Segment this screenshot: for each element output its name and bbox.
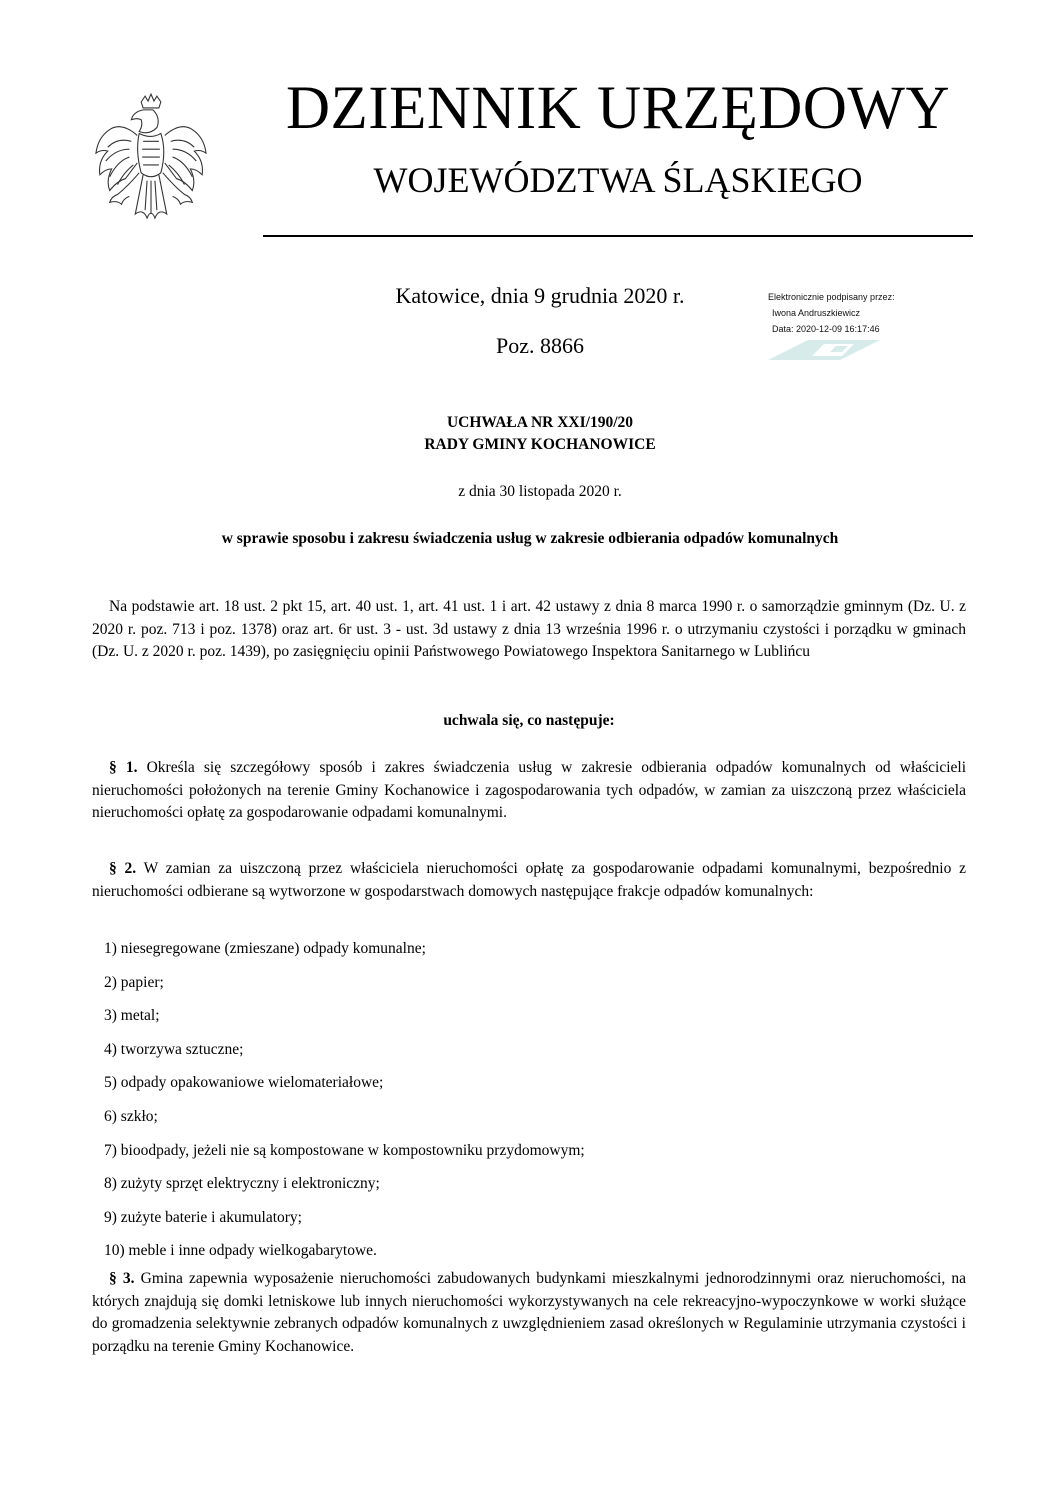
paragraph-text: Określa się szczegółowy sposób i zakres świadczenia usług w zakresie odbierania odpadów komunalnych od właścicieli nieruchomości położonych na terenie Gminy Kochanowice i zagospodarowania tych odpadów, w zamian za uiszczoną przez właściciela nieruchomości opłatę za gospodarowanie odpadami komunalnymi. xyxy=(92,759,967,821)
polish-eagle-emblem-icon xyxy=(92,92,210,230)
paragraph-number: § 1. xyxy=(109,759,138,776)
paragraph-2 xyxy=(92,858,966,903)
resolution-subject: w sprawie sposobu i zakresu świadczenia usług w zakresie odbierania odpadów komunalnych xyxy=(221,530,839,547)
list-item: 4) tworzywa sztuczne; xyxy=(104,1040,244,1058)
waste-fractions-list xyxy=(104,938,964,1274)
signer-name: Iwona Andruszkiewicz xyxy=(772,308,861,318)
journal-title: DZIENNIK URZĘDOWY xyxy=(285,75,951,142)
header-divider xyxy=(263,235,973,237)
list-item: 1) niesegregowane (zmieszane) odpady komunalne; xyxy=(104,940,426,957)
resolution-phrase: uchwala się, co następuje: xyxy=(443,712,615,729)
list-item: 10) meble i inne odpady wielkogabarytowe. xyxy=(104,1242,377,1260)
list-item: 5) odpady opakowaniowe wielomateriałowe; xyxy=(104,1074,384,1092)
signature-validity-stamp-icon xyxy=(768,338,898,362)
paragraph-text: Gmina zapewnia wyposażenie nieruchomości zabudowanych budynkami mieszkalnymi jednorodzinnymi oraz nieruchomości, na których znajdują się domki letniskowe lub innych nieruchomości wykorzystywanych na cele rekreacyjno-wypoczynkowe w worki służące do gromadzenia selektywnie zebranych odpadów komunalnych z uwzględnieniem zasad określonych w Regulaminie utrzymania czystości i porządku na terenie Gminy Kochanowice. xyxy=(92,1270,966,1355)
paragraph-number: § 2. xyxy=(109,860,137,877)
list-item: 3) metal; xyxy=(104,1007,160,1025)
legal-basis: Na podstawie art. 18 ust. 2 pkt 15, art. 40 ust. 1, art. 41 ust. 1 i art. 42 ustawy z dnia 8 marca 1990 r. o samorządzie gminnym (Dz. U. z 2020 r. poz. 713 i poz. 1378) oraz art. 6r ust. 3 - ust. 3d ustawy z dnia 13 września 1996 r. o utrzymaniu czystości i porządku w gminach (Dz. U. z 2020 r. poz. 1439), po zasięgnięciu opinii Państwowego Powiatowego Inspektora Sanitarnego w Lublińcu xyxy=(92,598,966,660)
paragraph-3 xyxy=(92,1268,966,1358)
list-item: 8) zużyty sprzęt elektryczny i elektroniczny; xyxy=(104,1175,380,1193)
issuing-council: RADY GMINY KOCHANOWICE xyxy=(424,436,656,453)
list-item: 7) bioodpady, jeżeli nie są kompostowane w kompostowniku przydomowym; xyxy=(104,1141,585,1159)
position-number: Poz. 8866 xyxy=(496,333,584,358)
resolution-title xyxy=(130,412,950,456)
electronic-signature xyxy=(768,289,968,337)
signature-label: Elektronicznie podpisany przez: xyxy=(768,292,895,302)
paragraph-number: § 3. xyxy=(109,1270,135,1287)
resolution-number: UCHWAŁA NR XXI/190/20 xyxy=(446,414,633,431)
list-item: 6) szkło; xyxy=(104,1107,158,1125)
resolution-date: z dnia 30 listopada 2020 r. xyxy=(458,483,622,500)
journal-subtitle: WOJEWÓDZTWA ŚLĄSKIEGO xyxy=(373,160,863,200)
list-item: 9) zużyte baterie i akumulatory; xyxy=(104,1208,302,1226)
paragraph-1 xyxy=(92,757,966,825)
signature-date: Data: 2020-12-09 16:17:46 xyxy=(772,324,880,334)
publication-place-date: Katowice, dnia 9 grudnia 2020 r. xyxy=(395,283,685,308)
paragraph-text: W zamian za uiszczoną przez właściciela nieruchomości opłatę za gospodarowanie odpadami komunalnymi, bezpośrednio z nieruchomości odbierane są wytworzone w gospodarstwach domowych następujące frakcje odpadów komunalnych: xyxy=(92,860,966,900)
list-item: 2) papier; xyxy=(104,973,164,991)
